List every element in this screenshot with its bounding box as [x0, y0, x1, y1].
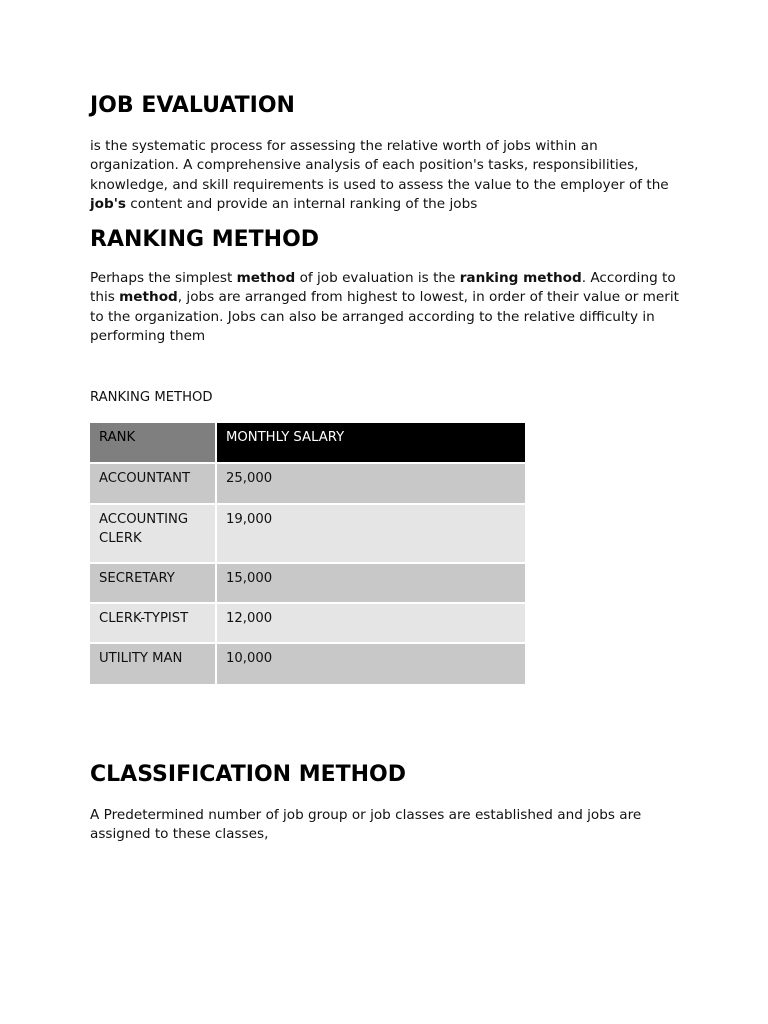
text-run: of job evaluation is the — [295, 270, 460, 286]
bold-run: ranking method — [459, 270, 582, 286]
ranking-method-heading: RANKING METHOD — [90, 227, 320, 252]
rank-cell: CLERK-TYPIST — [90, 604, 217, 644]
bold-run: method — [119, 289, 178, 306]
salary-cell: 15,000 — [217, 564, 525, 604]
text-run: . According to this — [90, 270, 676, 306]
table-row — [90, 564, 525, 604]
table-row — [90, 464, 525, 505]
salary-cell: 25,000 — [217, 464, 525, 505]
rank-cell: ACCOUNTING CLERK — [90, 505, 217, 564]
salary-cell: 19,000 — [217, 505, 525, 564]
text-run: Perhaps the simplest — [90, 270, 237, 286]
text-run: is the systematic process for assessing the relative worth of jobs within an organization. A comprehensive analysis of each position's tasks, responsibilities, knowledge, and skill requirements is used to assess the value to the employer of the — [90, 138, 669, 193]
bold-run: job's — [90, 196, 126, 213]
table-row — [90, 505, 525, 564]
table-row — [90, 604, 525, 644]
text-run: , jobs are arranged from highest to lowest, in order of their value or merit to the organization. Jobs can also be arranged according to the relative difficulty in performing them — [90, 289, 679, 345]
table-header-row — [90, 423, 525, 464]
classification-method-paragraph: A Predetermined number of job group or job classes are established and jobs are assigned to these classes, — [90, 807, 642, 843]
rank-cell: UTILITY MAN — [90, 644, 217, 684]
rank-cell: SECRETARY — [90, 564, 217, 604]
salary-cell: 12,000 — [217, 604, 525, 644]
salary-cell: 10,000 — [217, 644, 525, 684]
job-evaluation-paragraph — [90, 137, 680, 215]
ranking-method-paragraph — [90, 269, 680, 347]
text-run: content and provide an internal ranking of the jobs — [125, 196, 478, 213]
job-evaluation-heading: JOB EVALUATION — [90, 93, 295, 118]
ranking-table — [90, 423, 525, 684]
bold-run: method — [236, 270, 296, 286]
header-monthly-salary: MONTHLY SALARY — [217, 423, 525, 464]
table-caption: RANKING METHOD — [90, 390, 213, 405]
table-row — [90, 644, 525, 684]
rank-cell: ACCOUNTANT — [90, 464, 217, 505]
header-rank: RANK — [90, 423, 217, 464]
classification-method-heading: CLASSIFICATION METHOD — [90, 762, 407, 787]
